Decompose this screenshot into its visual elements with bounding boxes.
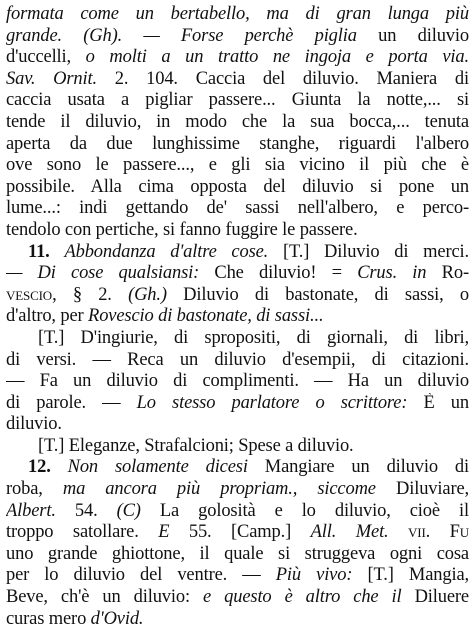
text-segment: vii. Fu [408,522,469,543]
text-line [6,479,469,501]
text-segment: [T.] D'ingiurie, di spropositi, di giornali, di libri, [38,327,469,348]
text-line [6,263,469,285]
text-segment: curas mero [6,608,91,629]
text-line [6,565,469,587]
text-segment: [T.] Mangia, [367,565,469,586]
text-line [6,328,469,350]
text-line [6,587,469,609]
text-segment: Caccia del diluvio. Maniera di [195,68,469,89]
text-segment: All. Met. [310,522,409,543]
text-segment: Sav. Ornit. [6,68,115,89]
text-segment: , § 2. [52,284,129,305]
text-line [6,436,469,458]
text-segment: Lo stesso parlatore o scrittore: [136,392,424,413]
text-segment: [T.] Diluvio di merci. [282,241,469,262]
text-segment: roba, [6,479,63,500]
text-segment: Abbondanza d'altre cose. [64,241,283,262]
text-segment: un diluvio [356,25,469,46]
text-line [6,285,469,307]
text-line [6,47,469,69]
text-line [6,4,469,26]
text-segment: Diluere [414,587,469,608]
text-segment: troppo satollare. [6,522,159,543]
text-segment: caccia usata a pigliar passere... Giunta la notte,... si [6,90,469,111]
text-line [6,112,469,134]
text-line [6,220,469,242]
text-segment: Più vivo: [275,565,368,586]
text-segment: — Fa un diluvio di complimenti. — Ha un diluvio [6,371,469,392]
text-line [6,371,469,393]
text-segment: tende il diluvio, in modo che la sua bocca,... tenuta [6,111,469,132]
text-segment: Crus. in [357,263,442,284]
text-line [6,69,469,91]
text-segment: diluvio. [6,414,62,435]
text-segment: La golosità e lo diluvio, cioè il [159,500,469,521]
text-segment: d'uccelli, [6,47,86,68]
text-segment: È un [423,392,469,413]
text-line [6,242,469,264]
text-segment: Che diluvio! = [214,263,358,284]
text-segment: tendolo con pertiche, si fanno fuggire le passere. [6,219,358,240]
text-segment: vescio [6,284,53,305]
text-segment: o molti a un tratto ne ingoja e porta via. [85,47,469,68]
text-line [6,393,469,415]
text-segment: d'Ovid. [90,608,144,629]
text-segment: 55. [Camp.] [188,522,311,543]
text-segment: Diluviare, [396,479,469,500]
text-segment: possibile. Alla cima opposta del diluvio si pone un [6,176,469,197]
text-line [6,609,469,630]
text-line [6,457,469,479]
text-segment: uno grande ghiottone, il quale si struggeva ogni cosa [6,543,469,564]
text-segment: Diluvio di bastonate, di sassi, o [183,284,469,305]
text-segment: Ro- [441,263,469,284]
text-segment: e questo è altro che il [203,587,415,608]
text-line [6,501,469,523]
text-segment: 54. [74,500,117,521]
text-segment: — Di cose qualsiansi: [6,263,215,284]
text-line [6,350,469,372]
text-line [6,90,469,112]
text-line [6,198,469,220]
text-segment: 12. [28,457,68,478]
text-segment: Rovescio di bastonate, di sassi... [88,306,324,327]
text-segment: (Gh.) [128,284,184,305]
text-line [6,26,469,48]
text-segment: 11. [28,241,65,262]
text-line [6,306,469,328]
text-segment: 2. 104. [114,68,196,89]
text-line [6,134,469,156]
text-segment: Non solamente dicesi [67,457,265,478]
text-segment: ma ancora più propriam., siccome [62,479,396,500]
text-segment: aperta da due lunghissime stanghe, riguardi l'albero [6,133,469,154]
text-segment: lume...: indi gettando de' sassi nell'albero, e perco- [6,198,469,219]
text-segment: ove sono le passere..., e gli sia vicino il più che è [6,155,469,176]
text-segment: (C) [116,500,160,521]
text-segment: d'altro, per [6,306,89,327]
text-line [6,155,469,177]
text-line [6,544,469,566]
text-segment: Mangiare un diluvio di [264,457,469,478]
text-segment: di parole. — [6,392,137,413]
text-segment: di versi. — Reca un diluvio d'esempii, di citazioni. [6,349,469,370]
text-segment: formata come un bertabello, ma di gran lunga più [6,4,469,24]
text-segment: Albert. [6,500,75,521]
text-segment: [T.] Eleganze, Strafalcioni; Spese a diluvio. [38,435,354,456]
text-segment: grande. (Gh). — Forse perchè piglia [6,25,357,46]
text-line [6,522,469,544]
text-segment: E [158,522,189,543]
text-line [6,414,469,436]
text-segment: per lo diluvio del ventre. — [6,565,276,586]
text-segment: Beve, ch'è un diluvio: [6,587,204,608]
text-line [6,177,469,199]
